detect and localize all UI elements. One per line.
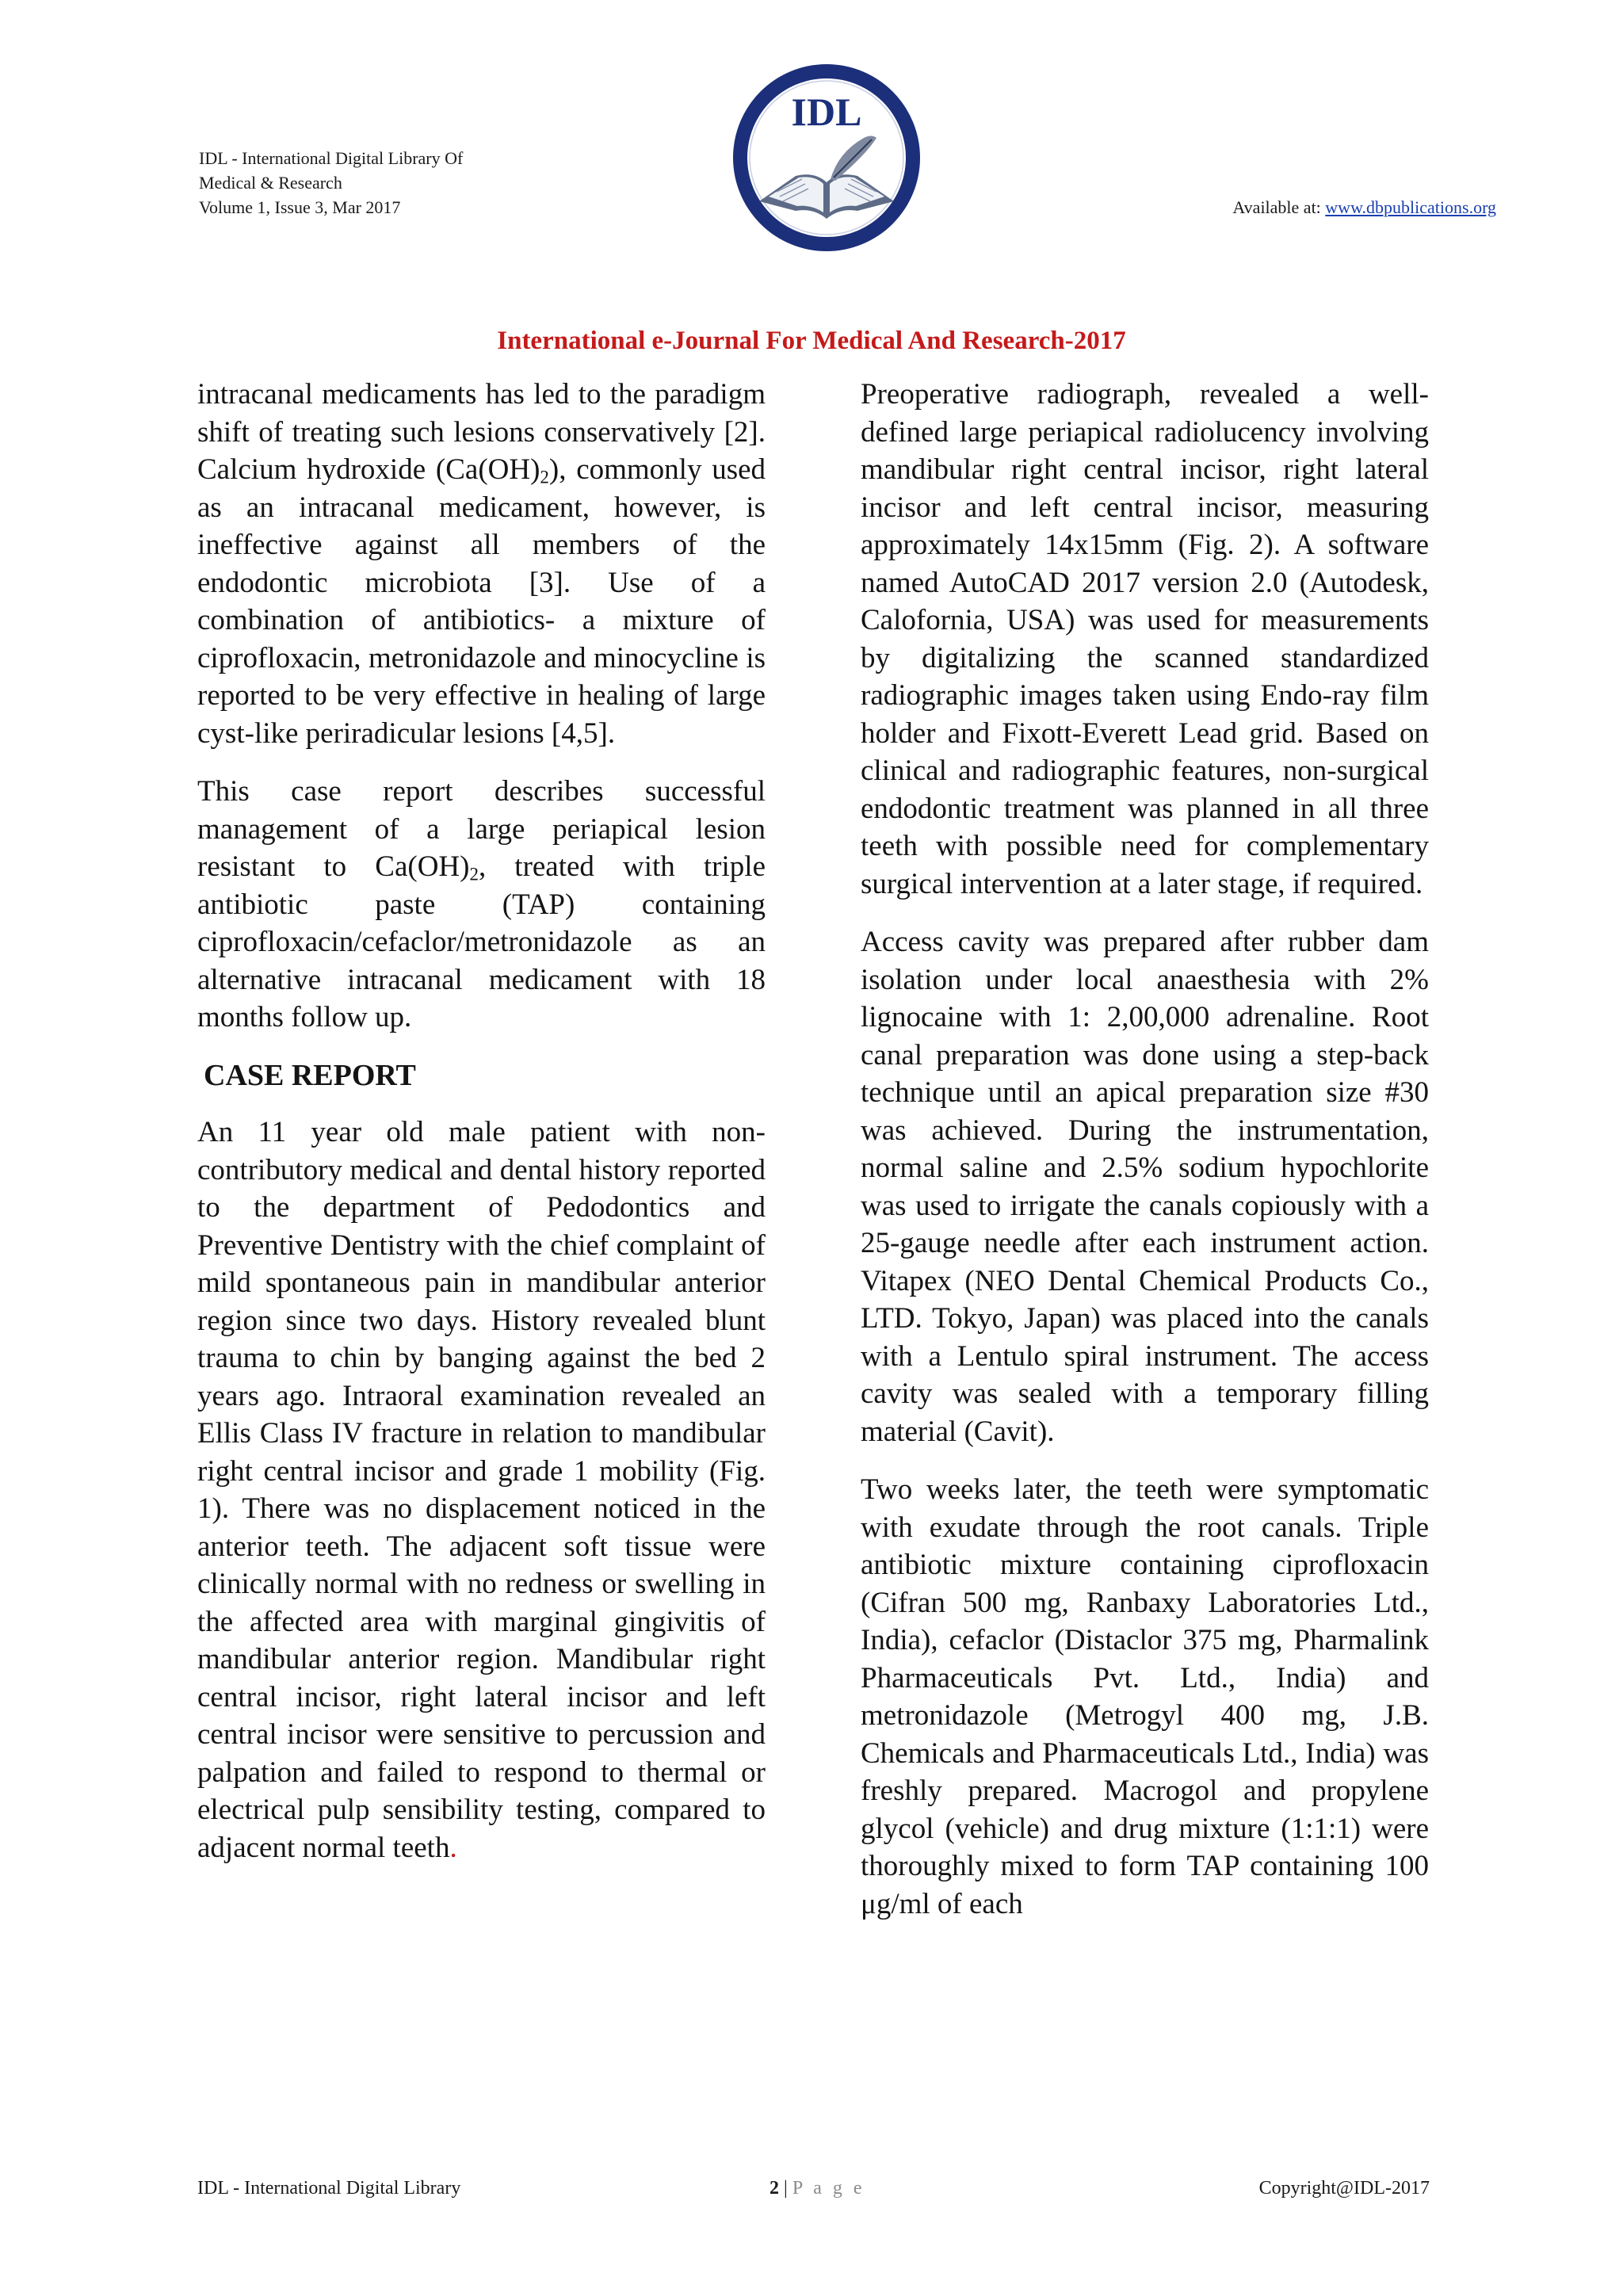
right-column — [861, 376, 1429, 1943]
journal-info — [199, 146, 463, 220]
case-description-paragraph: This case report describes successful management of a large periapical lesion resistant to $Ca(OH)_2$, treated with triple antibiotic paste (TAP) containing ciprofloxacin/cefaclor/metronidazole as an alternative intracanal medicament with 18 months follow up. — [197, 775, 766, 1033]
radiograph-paragraph: Preoperative radiograph, revealed a well-defined large periapical radiolucency involving mandibular right central incisor, right lateral incisor and left central incisor, measuring approximately 14x15mm (Fig. 2). A software named AutoCAD 2017 version 2.0 (Autodesk, Calofornia, USA) was used for measurements by digitalizing the scanned standardized radiographic images taken using Endo-ray film holder and Fixott-Everett Lead grid. Based on clinical and radiographic features, non-surgical endodontic treatment was planned in all three teeth with possible need for complementary surgical intervention at a later stage, if required. — [861, 378, 1429, 900]
availability-label: Available at: — [1232, 197, 1326, 217]
access-cavity-paragraph: Access cavity was prepared after rubber dam isolation under local anaesthesia with 2% lignocaine with 1: 2,00,000 adrenaline. Root canal preparation was done using a step-back technique until an apical preparation size #30 was achieved. During the instrumentation, normal saline and 2.5% sodium hypochlorite was used to irrigate the canals copiously with a 25-gauge needle after each instrument action. Vitapex (NEO Dental Chemical Products Co., LTD. Tokyo, Japan) was placed into the canals with a Lentulo spiral instrument. The access cavity was sealed with a temporary filling material (Cavit). — [861, 926, 1429, 1448]
idl-logo — [729, 60, 924, 255]
page-number: 2 | P a g e — [769, 2178, 865, 2199]
left-column — [197, 376, 766, 1887]
journal-info-line-3: Volume 1, Issue 3, Mar 2017 — [199, 197, 401, 217]
journal-website-link[interactable]: www.dbpublications.org — [1325, 197, 1496, 217]
availability-line — [1232, 195, 1496, 220]
case-report-paragraph: An 11 year old male patient with non-contributory medical and dental history reported to the department of Pedodontics and Preventive Dentistry with the chief complaint of mild spontaneous pain in mandibular anterior region since two days. History revealed blunt trauma to chin by banging against the bed 2 years ago. Intraoral examination revealed an Ellis Class IV fracture in relation to mandibular right central incisor and grade 1 mobility (Fig. 1). There was no displacement noticed in the anterior teeth. The adjacent soft tissue were clinically normal with no redness or swelling in the affected area with marginal gingivitis of mandibular anterior region. Mandibular right central incisor, right lateral incisor and left central incisor were sensitive to percussion and palpation and failed to respond to thermal or electrical pulp sensibility testing, compared to adjacent normal teeth. — [197, 1116, 766, 1864]
tap-preparation-paragraph: Two weeks later, the teeth were symptomatic with exudate through the root canals. Triple antibiotic mixture containing ciprofloxacin (Cifran 500 mg, Ranbaxy Laboratories Ltd., India), cefaclor (Distaclor 375 mg, Pharmalink Pharmaceuticals Pvt. Ltd., India) and metronidazole (Metrogyl 400 mg, J.B. Chemicals and Pharmaceuticals Ltd., India) was freshly prepared. Macrogol and propylene glycol (vehicle) and drug mixture (1:1:1) were thoroughly mixed to form TAP containing 100 μg/ml of each — [861, 1473, 1429, 1920]
footer-copyright: Copyright@IDL-2017 — [1258, 2178, 1430, 2199]
intro-paragraph: intracanal medicaments has led to the paradigm shift of treating such lesions conservatively [2]. Calcium hydroxide $(Ca(OH)_2)$, commonly used as an intracanal medicament, however, is ineffective against all members of the endodontic microbiota [3]. Use of a combination of antibiotics- a mixture of ciprofloxacin, metronidazole and minocycline is reported to be very effective in healing of large cyst-like periradicular lesions [4,5]. — [197, 378, 766, 750]
logo-text: IDL — [791, 90, 862, 134]
section-heading-case-report: CASE REPORT — [204, 1058, 416, 1092]
journal-info-line-2: Medical & Research — [199, 173, 342, 193]
journal-title: International e-Journal For Medical And Research-2017 — [497, 327, 1126, 355]
footer-library-name: IDL - International Digital Library — [197, 2178, 461, 2199]
journal-info-line-1: IDL - International Digital Library Of — [199, 148, 464, 168]
